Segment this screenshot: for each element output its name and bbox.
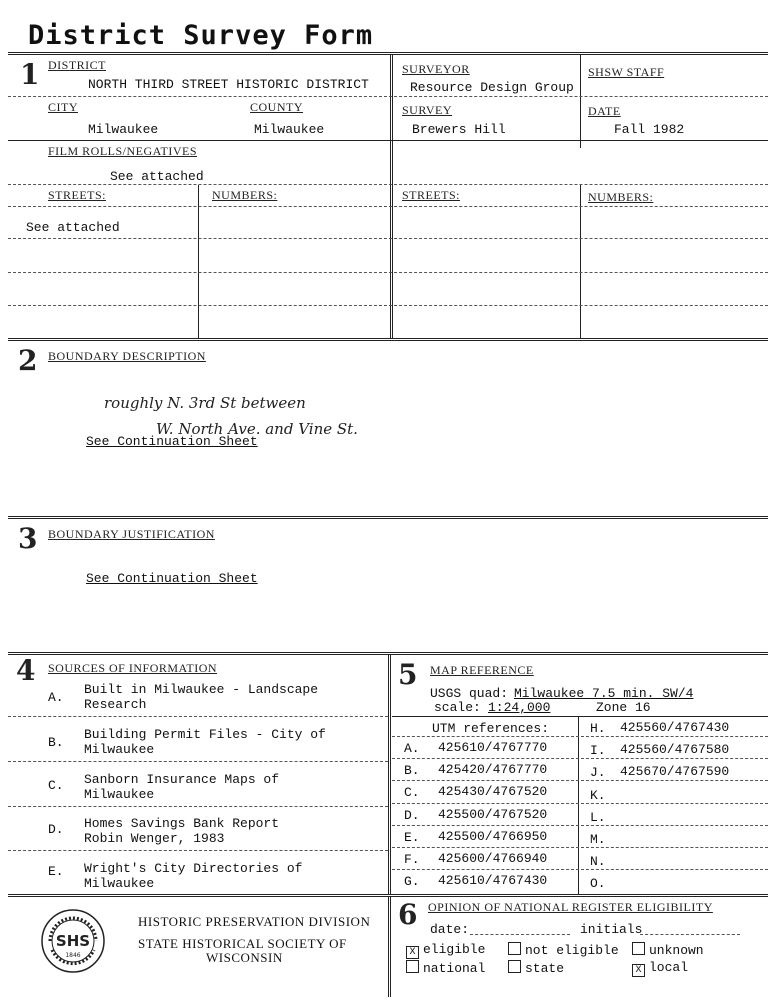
- date-label: DATE: [588, 104, 621, 118]
- state-checkbox[interactable]: [508, 960, 521, 973]
- shsw-staff-label: SHSW STAFF: [588, 65, 665, 79]
- utm-letter: H.: [590, 721, 606, 736]
- eligibility-initials-label: initials: [580, 922, 643, 937]
- section-number-4: 4: [16, 654, 36, 687]
- section-number-5: 5: [398, 658, 418, 691]
- not-eligible-text: not eligible: [525, 943, 619, 958]
- utm-value: 425420/4767770: [438, 762, 548, 778]
- form-title: District Survey Form: [28, 20, 374, 51]
- local-checkbox[interactable]: X: [632, 964, 645, 977]
- row-rule: [8, 716, 388, 717]
- county-value: Milwaukee: [254, 122, 325, 137]
- section-number-1: 1: [20, 58, 40, 91]
- boundary-justification-value: See Continuation Sheet: [86, 571, 258, 586]
- row-rule: [8, 238, 768, 239]
- scale-label: scale:: [434, 700, 481, 715]
- row-rule: [8, 96, 768, 97]
- shs-seal-icon: [40, 908, 106, 974]
- utm-row-rule: [392, 780, 768, 781]
- utm-letter: G.: [404, 874, 420, 890]
- row-rule: [392, 716, 768, 717]
- source-line: Research: [84, 697, 147, 712]
- section-number-6: 6: [398, 898, 418, 931]
- national-text: national: [423, 961, 486, 976]
- footer-divider: [388, 897, 391, 997]
- row-rule: [8, 850, 388, 851]
- source-letter: C.: [48, 778, 64, 793]
- district-label: DISTRICT: [48, 58, 106, 72]
- sources-label: SOURCES OF INFORMATION: [48, 661, 218, 675]
- utm-letter: A.: [404, 741, 420, 756]
- utm-value: 425560/4767430: [620, 720, 730, 735]
- utm-letter: C.: [404, 785, 420, 801]
- utm-letter: D.: [404, 807, 420, 823]
- utm-label: UTM references:: [432, 721, 550, 736]
- surveyor-value: Resource Design Group: [410, 80, 574, 95]
- utm-letter: M.: [590, 832, 606, 847]
- utm-value: 425610/4767430: [438, 873, 548, 889]
- scale-value: 1:24,000: [488, 700, 551, 715]
- streets-label-left: STREETS:: [48, 188, 107, 202]
- initials-line: [640, 934, 740, 935]
- source-line: Building Permit Files - City of: [84, 727, 326, 742]
- source-line: Milwaukee: [84, 787, 155, 802]
- boundary-description-label: BOUNDARY DESCRIPTION: [48, 349, 206, 363]
- utm-value: 425600/4766940: [438, 851, 548, 866]
- national-option[interactable]: [406, 960, 485, 976]
- utm-row-rule: [392, 825, 768, 826]
- staff-divider: [580, 55, 581, 148]
- source-letter: E.: [48, 864, 64, 879]
- utm-value: 425560/4767580: [620, 742, 730, 758]
- section1-divider: [390, 55, 393, 338]
- eligibility-label: OPINION OF NATIONAL REGISTER ELIGIBILITY: [428, 900, 713, 914]
- utm-value: 425500/4767520: [438, 806, 548, 822]
- zone-value: Zone 16: [596, 700, 651, 715]
- seal-text: SHS: [55, 932, 91, 950]
- local-option[interactable]: [632, 960, 688, 977]
- district-value: NORTH THIRD STREET HISTORIC DISTRICT: [88, 77, 369, 92]
- state-text: state: [525, 961, 565, 976]
- national-checkbox[interactable]: [406, 960, 419, 973]
- numbers-label-left: NUMBERS:: [212, 188, 278, 202]
- utm-value: 425610/4767770: [438, 740, 548, 755]
- column-rule: [198, 185, 199, 338]
- utm-divider: [578, 717, 579, 894]
- film-value: See attached: [110, 169, 204, 184]
- utm-letter: L.: [590, 809, 606, 825]
- boundary-justification-label: BOUNDARY JUSTIFICATION: [48, 527, 215, 541]
- utm-letter: J.: [590, 765, 606, 781]
- eligible-checkbox[interactable]: X: [406, 946, 419, 959]
- eligible-text: eligible: [423, 942, 486, 957]
- source-line: Homes Savings Bank Report: [84, 816, 280, 831]
- seal-year: 1846: [65, 952, 81, 959]
- row-rule: [8, 806, 388, 807]
- utm-letter: F.: [404, 852, 420, 867]
- date-line: [470, 934, 570, 935]
- utm-row-rule: [392, 758, 768, 759]
- utm-row-rule: [392, 803, 768, 804]
- utm-value: 425500/4766950: [438, 828, 548, 844]
- state-option[interactable]: [508, 960, 564, 976]
- map-reference-label: MAP REFERENCE: [430, 663, 534, 677]
- utm-value: 425670/4767590: [620, 764, 730, 780]
- source-line: Robin Wenger, 1983: [84, 831, 225, 846]
- source-line: Wright's City Directories of: [84, 861, 303, 876]
- section-rule: [8, 338, 768, 341]
- utm-letter: E.: [404, 829, 420, 845]
- source-letter: B.: [48, 735, 64, 750]
- city-label: CITY: [48, 100, 78, 114]
- eligible-option[interactable]: [406, 942, 485, 959]
- row-rule: [8, 761, 388, 762]
- numbers-label-right: NUMBERS:: [588, 190, 654, 204]
- utm-letter: O.: [590, 876, 606, 892]
- boundary-description-value: See Continuation Sheet: [86, 434, 258, 449]
- handwritten-note-line1: roughly N. 3rd St between: [104, 394, 306, 412]
- section-rule: [8, 516, 768, 519]
- unknown-text: unknown: [649, 943, 704, 958]
- utm-letter: B.: [404, 763, 420, 779]
- row-rule: [8, 140, 768, 141]
- handwritten-note-line2: W. North Ave. and Vine St.: [156, 420, 358, 438]
- division-line1: HISTORIC PRESERVATION DIVISION: [138, 914, 371, 929]
- column-rule: [580, 185, 581, 338]
- film-label: FILM ROLLS/NEGATIVES: [48, 144, 198, 158]
- streets-value: See attached: [26, 220, 120, 235]
- section4-divider: [388, 655, 391, 894]
- not-eligible-option[interactable]: [508, 942, 619, 958]
- section-number-3: 3: [18, 522, 38, 555]
- unknown-checkbox[interactable]: [632, 942, 645, 955]
- utm-value: 425430/4767520: [438, 784, 548, 800]
- utm-letter: K.: [590, 787, 606, 803]
- eligibility-date-label: date:: [430, 922, 470, 937]
- source-line: Sanborn Insurance Maps of: [84, 772, 280, 787]
- division-line2: STATE HISTORICAL SOCIETY OF: [138, 936, 347, 951]
- utm-row-rule: [392, 736, 768, 737]
- utm-letter: N.: [590, 854, 606, 870]
- utm-row-rule: [392, 869, 768, 870]
- division-line3: WISCONSIN: [206, 950, 283, 965]
- top-rule: [8, 52, 768, 55]
- usgs-value: Milwaukee 7.5 min. SW/4: [514, 686, 694, 701]
- utm-letter: I.: [590, 743, 606, 759]
- source-letter: A.: [48, 690, 64, 705]
- section-number-2: 2: [18, 344, 38, 377]
- local-text: local: [649, 960, 689, 975]
- survey-value: Brewers Hill: [412, 122, 506, 137]
- city-value: Milwaukee: [88, 122, 159, 137]
- survey-label: SURVEY: [402, 103, 453, 117]
- row-rule: [8, 305, 768, 306]
- surveyor-label: SURVEYOR: [402, 62, 470, 76]
- date-value: Fall 1982: [614, 122, 685, 137]
- streets-label-right: STREETS:: [402, 188, 461, 202]
- not-eligible-checkbox[interactable]: [508, 942, 521, 955]
- row-rule: [8, 206, 768, 207]
- source-line: Milwaukee: [84, 742, 155, 757]
- usgs-label: USGS quad:: [430, 686, 509, 701]
- source-line: Milwaukee: [84, 876, 155, 891]
- county-label: COUNTY: [250, 100, 303, 114]
- row-rule: [8, 272, 768, 273]
- source-letter: D.: [48, 822, 64, 837]
- row-rule: [8, 184, 768, 185]
- source-line: Built in Milwaukee - Landscape: [84, 682, 319, 697]
- unknown-option[interactable]: [632, 942, 704, 958]
- utm-row-rule: [392, 847, 768, 848]
